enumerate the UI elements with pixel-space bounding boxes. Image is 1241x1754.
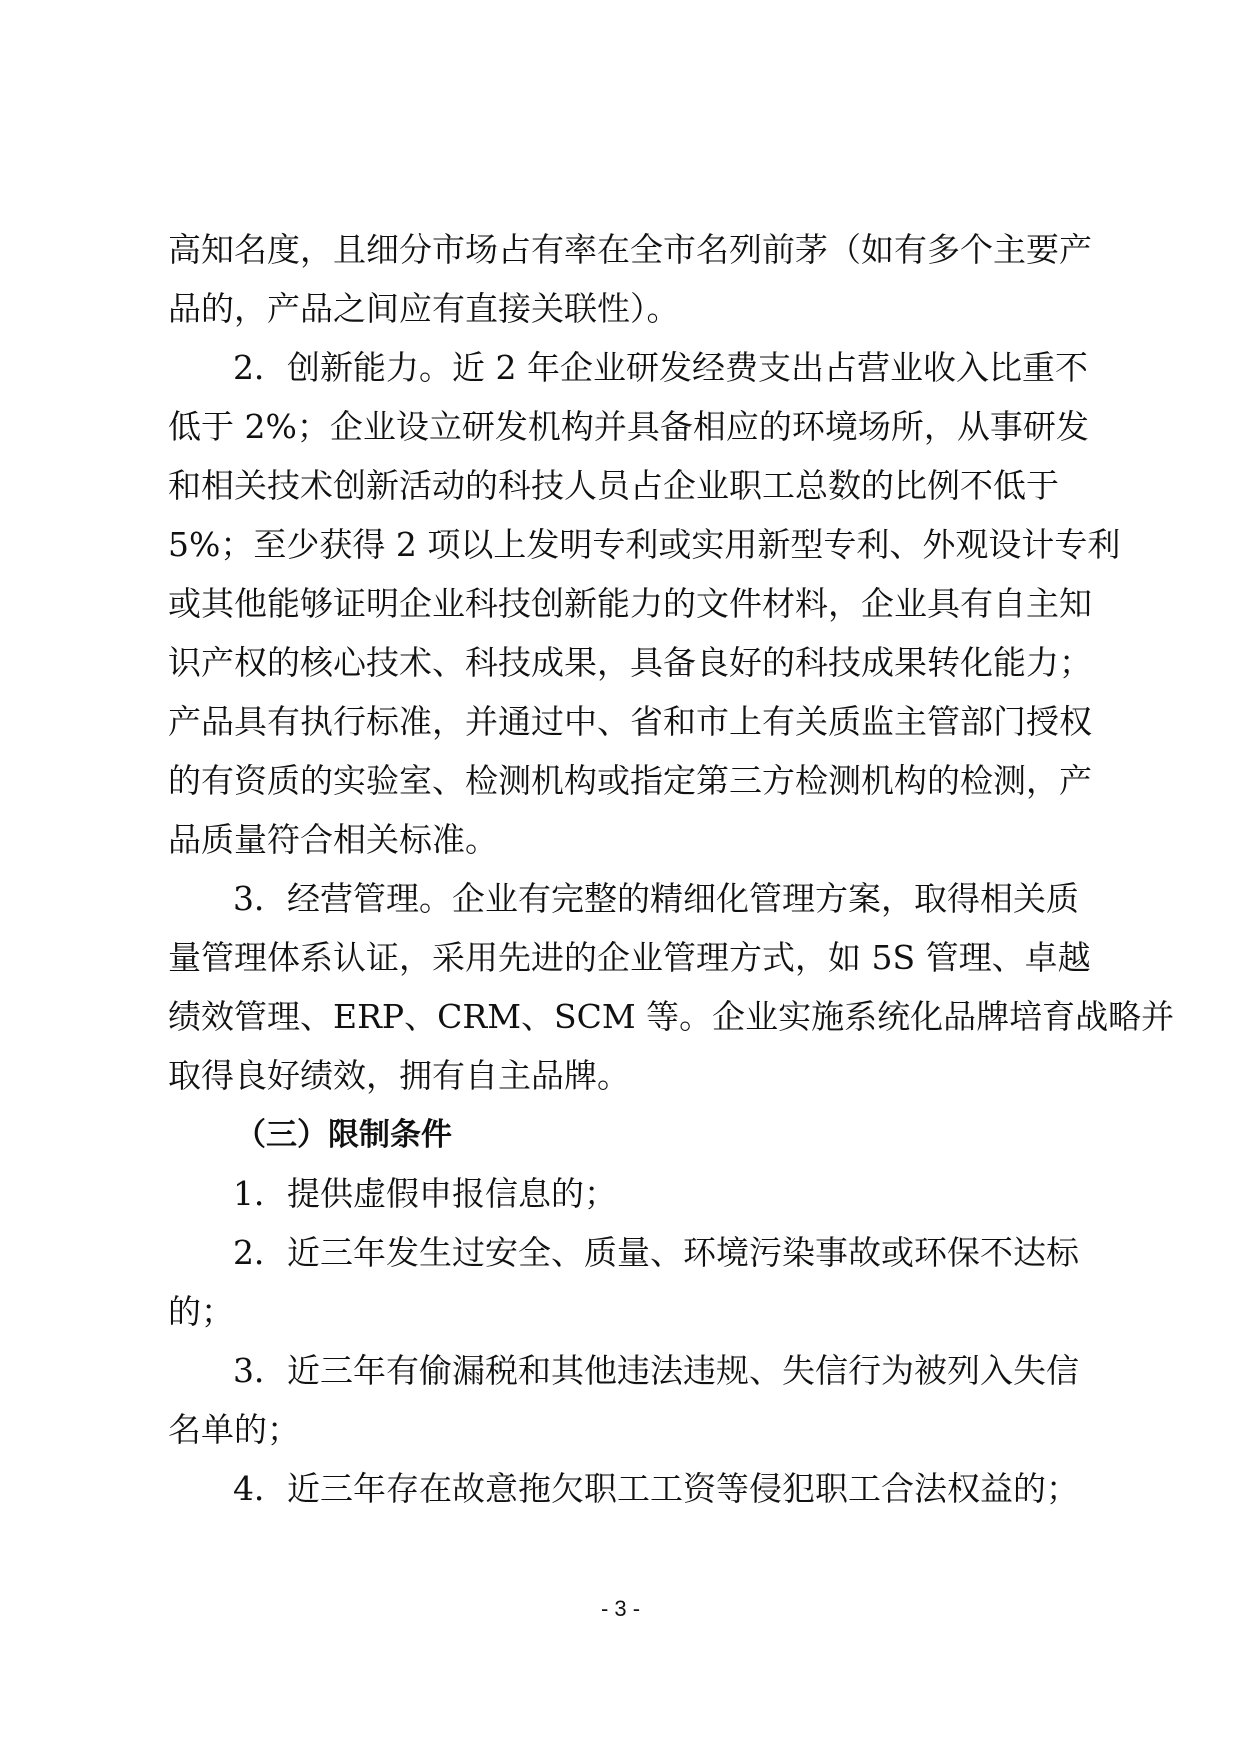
body-text-line: 5%；至少获得 2 项以上发明专利或实用新型专利、外观设计专利 <box>168 525 1121 564</box>
list-item: 3．近三年有偷漏税和其他违法违规、失信行为被列入失信 <box>233 1351 1079 1390</box>
list-item: 4．近三年存在故意拖欠职工工资等侵犯职工合法权益的； <box>233 1469 1079 1508</box>
body-text-line: 量管理体系认证，采用先进的企业管理方式，如 5S 管理、卓越 <box>168 938 1091 977</box>
body-text-line: 高知名度，且细分市场占有率在全市名列前茅（如有多个主要产 <box>168 230 1092 269</box>
body-text-line: 绩效管理、ERP、CRM、SCM 等。企业实施系统化品牌培育战略并 <box>168 997 1175 1036</box>
paragraph-innovation-start: 2．创新能力。近 2 年企业研发经费支出占营业收入比重不 <box>233 348 1088 387</box>
body-text-line: 取得良好绩效，拥有自主品牌。 <box>168 1056 630 1095</box>
body-text-line: 识产权的核心技术、科技成果，具备良好的科技成果转化能力； <box>168 643 1092 682</box>
paragraph-management-start: 3．经营管理。企业有完整的精细化管理方案，取得相关质 <box>233 879 1079 918</box>
body-text-line: 品的，产品之间应有直接关联性）。 <box>168 289 680 328</box>
body-text-line: 的有资质的实验室、检测机构或指定第三方检测机构的检测，产 <box>168 761 1092 800</box>
body-text-line: 低于 2%；企业设立研发机构并具备相应的环境场所，从事研发 <box>168 407 1089 446</box>
body-text-line: 和相关技术创新活动的科技人员占企业职工总数的比例不低于 <box>168 466 1059 505</box>
list-item: 1．提供虚假申报信息的； <box>233 1174 617 1213</box>
body-text-line: 的； <box>168 1292 234 1331</box>
body-text-line: 或其他能够证明企业科技创新能力的文件材料，企业具有自主知 <box>168 584 1092 623</box>
body-text-line: 名单的； <box>168 1410 300 1449</box>
page-number: - 3 - <box>600 1596 641 1621</box>
list-item: 2．近三年发生过安全、质量、环境污染事故或环保不达标 <box>233 1233 1079 1272</box>
body-text-line: 品质量符合相关标准。 <box>168 820 498 859</box>
body-text-line: 产品具有执行标准，并通过中、省和市上有关质监主管部门授权 <box>168 702 1092 741</box>
section-heading: （三）限制条件 <box>235 1117 452 1153</box>
